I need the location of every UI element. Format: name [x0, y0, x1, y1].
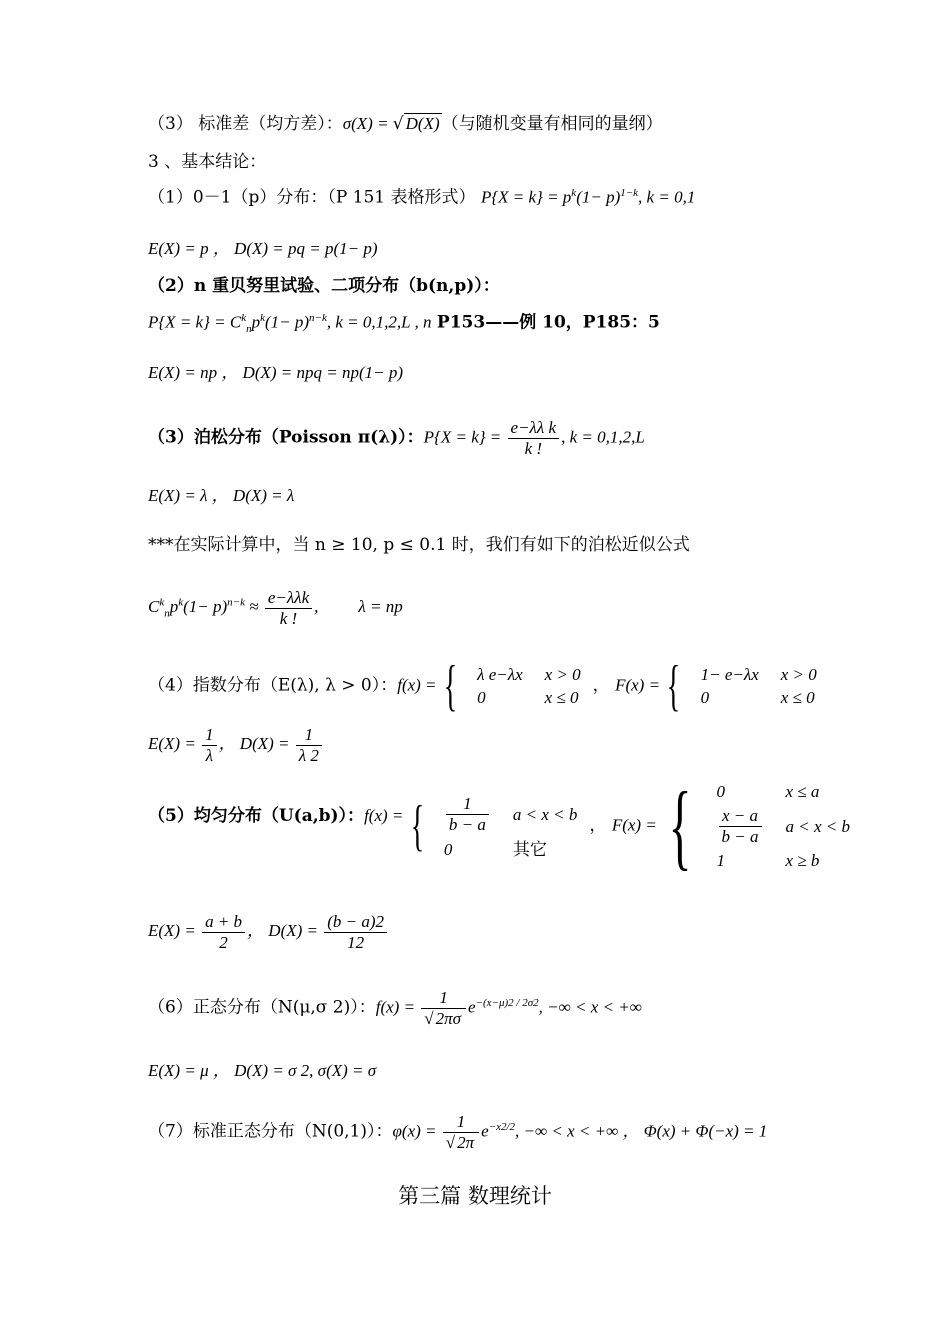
poisson-moments: E(X) = λ ， D(X) = λ: [148, 486, 295, 505]
poisson-fraction: $\frac{\text{e−λλ k}}{k !}$: [508, 418, 560, 458]
part-title: 第三篇 数理统计: [398, 1184, 552, 1208]
normal-moments: E(X) = μ ， D(X) = σ 2, σ(X) = σ: [148, 1061, 377, 1080]
uniform-moments: E(X) = $\frac{a + b}{2}$ ， D(X) = $\frac{(b - a)2}{12}$: [148, 912, 389, 952]
exponential-moments: E(X) = $\frac{1}{\lambda}$ ， D(X) = $\frac{1}{\lambda 2}$: [148, 725, 324, 765]
section-heading: 3 、基本结论：: [148, 152, 267, 172]
bernoulli-line: （1）0－1（p）分布：（P 151 表格形式） $P\{X = k\} = p^k(1- p)^{1-k}$, k = 0,1: [148, 187, 696, 208]
poisson-approx-formula: $C^k_np^k(1- p)^{n-k}$ ≈ $\frac{\text{e−λλk}}{k !}$ , λ = np: [148, 588, 403, 628]
bernoulli-moments: E(X) = p ， D(X) = pq = p(1− p): [148, 239, 378, 258]
exponential-line: （4）指数分布（E(λ), λ > 0）：f(x) = { λ e−λx x > 0 0 x ≤ 0， F(x) = { 1− e−λx x > 0 0 x ≤ 0: [148, 655, 817, 717]
binomial-heading: （2）n 重贝努里试验、二项分布（b(n,p)）：: [148, 276, 500, 296]
normal-line: （6）正态分布（N(μ,σ 2)）：f(x) = $\frac{1}{√ 2\pi\sigma}$ $e^{-(x-\mu)2 / 2\sigma 2}$, −∞ < x < +∞: [148, 988, 642, 1028]
uniform-line: （5）均匀分布（U(a,b)）：f(x) = { $\frac{1}{b - a}$ a < x < b 0 其它， F(x) = { 0 x ≤ a $\frac{x - a}{b - a}$ a < x < b 1 x ≥ b: [148, 772, 851, 879]
std-dev-line: （3） 标准差（均方差）：σ(X) = √ D(X) （与随机变量有相同的量纲）: [148, 114, 663, 134]
poisson-approx-note: ***在实际计算中，当 n ≥ 10, p ≤ 0.1 时，我们有如下的泊松近似公式: [148, 535, 690, 555]
binomial-formula: $P\{X = k\} = C^k_np^k(1- p)^{n-k}$, k = 0,1,2,L , n P153——例 10，P185：5: [148, 312, 660, 336]
approx-fraction: $\frac{\text{e−λλk}}{k !}$: [265, 588, 312, 628]
poisson-line: （3）泊松分布（Poisson π(λ)）：P{X = k} = $\frac{\text{e−λλ k}}{k !}$ , k = 0,1,2,L: [148, 418, 645, 458]
binomial-moments: E(X) = np ， D(X) = npq = np(1− p): [148, 363, 404, 382]
std-normal-line: （7）标准正态分布（N(0,1)）：φ(x) = $\frac{1}{√ 2\pi}$ $e^{-x2/2}$, −∞ < x < +∞ ， Φ(x) + Φ(−x) = 1: [148, 1112, 768, 1152]
